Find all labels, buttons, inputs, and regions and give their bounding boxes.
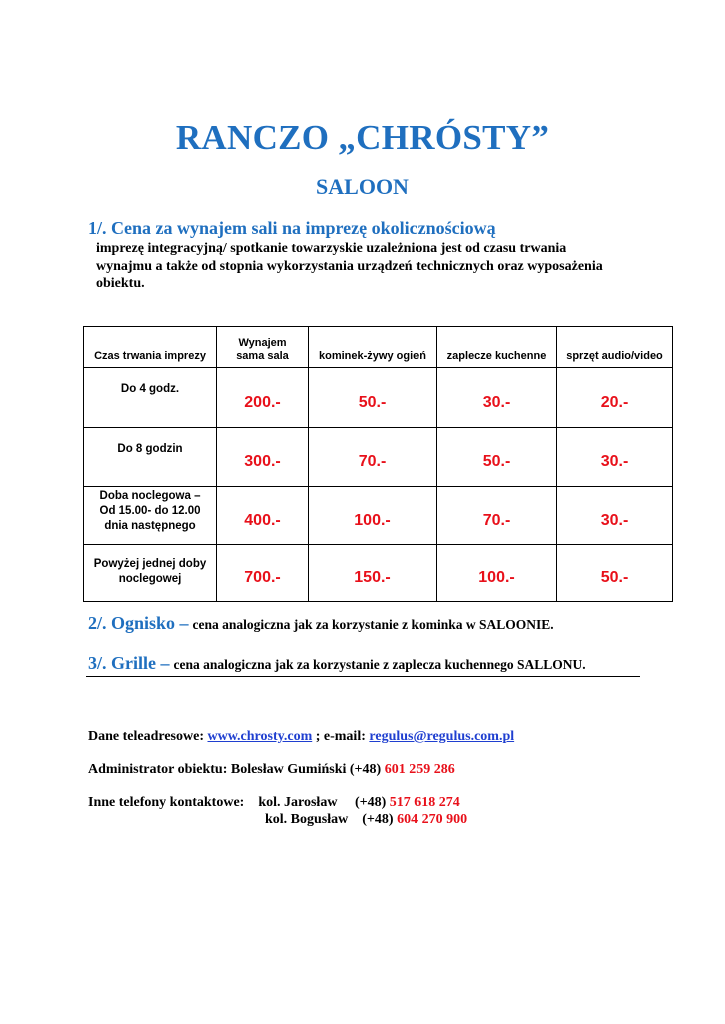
row-label-line: Powyżej jednej doby: [93, 558, 207, 570]
price-cell: 30.-: [557, 428, 673, 487]
header-duration: Czas trwania imprezy: [84, 327, 217, 368]
other-phones-line: [265, 812, 467, 828]
section3-text: cena analogiczna jak za korzystanie z zaplecza kuchennego SALLONU.: [173, 657, 586, 672]
price-cell: 30.-: [437, 368, 557, 428]
contact-person-name: kol. Jarosław: [258, 795, 338, 810]
row-label-line: dnia następnego: [104, 520, 196, 532]
price-table: [83, 326, 673, 602]
price-cell: 200.-: [217, 368, 309, 428]
email-link[interactable]: regulus@regulus.com.pl: [369, 729, 515, 744]
header-hall-rental: [217, 327, 309, 368]
section1-description-line: wynajmu a także od stopnia wykorzystania urządzeń technicznych oraz wyposażenia: [96, 259, 603, 274]
price-cell: 50.-: [437, 428, 557, 487]
other-phones-label: Inne telefony kontaktowe:: [88, 795, 245, 810]
price-cell: 70.-: [437, 487, 557, 545]
admin-phone: 601 259 286: [384, 762, 455, 777]
section1-description-line: obiektu.: [96, 276, 145, 291]
price-cell: 70.-: [309, 428, 437, 487]
contact-person-phone: 517 618 274: [389, 795, 460, 810]
row-label: [84, 487, 217, 545]
price-cell: 150.-: [309, 545, 437, 602]
row-label-line: noclegowej: [118, 573, 182, 585]
contact-line: [88, 729, 514, 745]
row-label: [84, 545, 217, 602]
row-label: Do 4 godz.: [84, 368, 217, 428]
phone-prefix: (+48): [354, 795, 387, 810]
price-cell: 300.-: [217, 428, 309, 487]
table-row: [84, 487, 673, 545]
section2: [88, 613, 554, 634]
section2-text: cena analogiczna jak za korzystanie z kominka w SALOONIE.: [192, 617, 554, 632]
section2-heading: 2/. Ognisko –: [88, 613, 189, 633]
admin-label: Administrator obiektu: Bolesław Gumiński (+48): [88, 762, 382, 777]
price-cell: 400.-: [217, 487, 309, 545]
table-row: [84, 545, 673, 602]
header-kitchen: zaplecze kuchenne: [437, 327, 557, 368]
price-cell: 50.-: [557, 545, 673, 602]
admin-line: [88, 762, 455, 778]
price-cell: 700.-: [217, 545, 309, 602]
table-row: [84, 428, 673, 487]
header-audio-video: sprzęt audio/video: [557, 327, 673, 368]
header-hall-rental-line2: sama sala: [236, 350, 289, 362]
row-label-line: Doba noclegowa –: [99, 490, 201, 502]
row-label-line: Od 15.00- do 12.00: [99, 505, 201, 517]
header-fireplace: kominek-żywy ogień: [309, 327, 437, 368]
contact-label: Dane teleadresowe:: [88, 729, 204, 744]
price-cell: 100.-: [437, 545, 557, 602]
header-hall-rental-line1: Wynajem: [238, 337, 287, 349]
contact-person-phone: 604 270 900: [397, 812, 468, 827]
price-cell: 100.-: [309, 487, 437, 545]
price-cell: 20.-: [557, 368, 673, 428]
website-link[interactable]: www.chrosty.com: [207, 729, 313, 744]
section-divider: [86, 676, 640, 677]
table-row: [84, 368, 673, 428]
section3: [88, 653, 586, 674]
contact-separator: ; e-mail:: [312, 729, 366, 744]
section1-description-line: imprezę integracyjną/ spotkanie towarzyskie uzależniona jest od czasu trwania: [96, 241, 567, 256]
page-subtitle: SALOON: [316, 174, 409, 199]
phone-prefix: (+48): [362, 812, 394, 827]
table-header-row: [84, 327, 673, 368]
price-cell: 50.-: [309, 368, 437, 428]
other-phones-line: [88, 795, 460, 811]
price-cell: 30.-: [557, 487, 673, 545]
section3-heading: 3/. Grille –: [88, 653, 170, 673]
row-label: Do 8 godzin: [84, 428, 217, 487]
contact-person-name: kol. Bogusław: [265, 812, 349, 827]
section1-heading: 1/. Cena za wynajem sali na imprezę okolicznościową: [88, 218, 496, 238]
page-title: RANCZO „CHRÓSTY”: [175, 118, 550, 157]
